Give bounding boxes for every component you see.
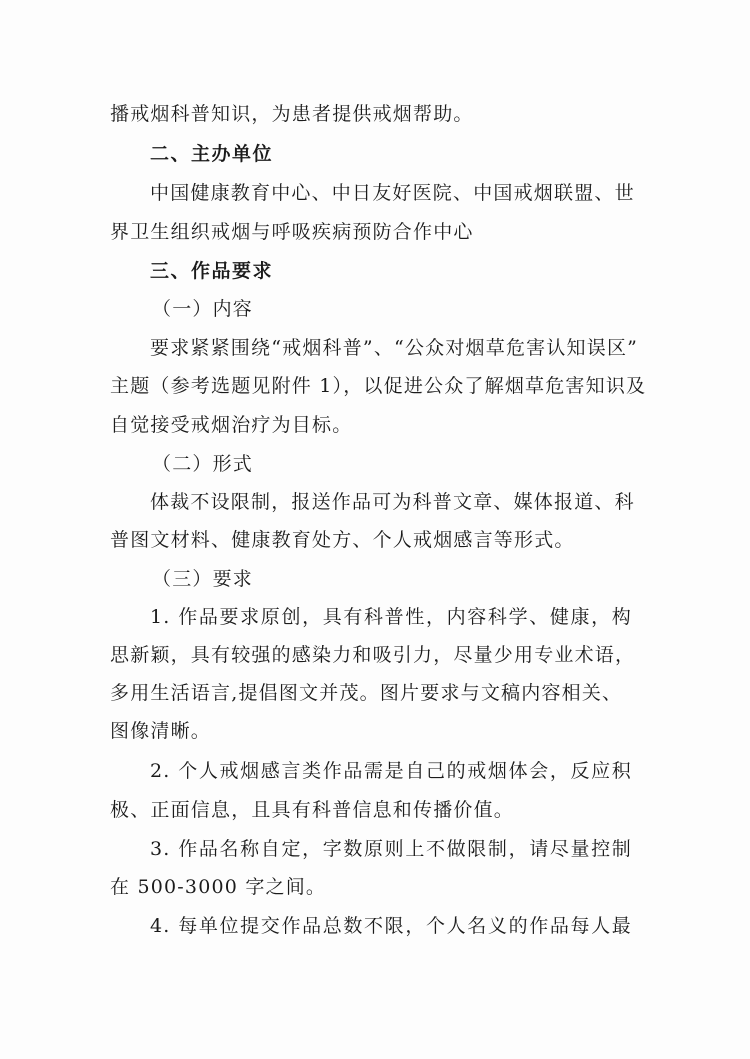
subsection-heading-content: （一）内容 [152,298,254,320]
paragraph-line: 自觉接受戒烟治疗为目标。 [110,414,353,436]
paragraph-line: 主题（参考选题见附件 1），以促进公众了解烟草危害知识及 [110,375,647,397]
list-item-line: 4. 每单位提交作品总数不限，个人名义的作品每人最 [150,915,632,937]
subsection-heading-requirements: （三）要求 [152,568,254,590]
list-item-line: 1. 作品要求原创，具有科普性，内容科学、健康，构 [150,606,632,628]
list-item-line: 思新颖，具有较强的感染力和吸引力，尽量少用专业术语， [110,644,636,666]
paragraph-line: 界卫生组织戒烟与呼吸疾病预防合作中心 [110,221,474,243]
list-item-line: 图像清晰。 [110,720,212,742]
subsection-heading-form: （二）形式 [152,453,254,475]
paragraph-line: 播戒烟科普知识，为患者提供戒烟帮助。 [110,103,474,125]
list-item-line: 极、正面信息，且具有科普信息和传播价值。 [110,799,515,821]
paragraph-line: 要求紧紧围绕“戒烟科普”、“公众对烟草危害认知误区” [150,337,639,359]
list-item-line: 2. 个人戒烟感言类作品需是自己的戒烟体会，反应积 [150,760,632,782]
section-heading-organizers: 二、主办单位 [150,143,274,165]
section-heading-requirements: 三、作品要求 [150,260,274,282]
list-item-line: 在 500-3000 字之间。 [110,876,327,898]
paragraph-line: 普图文材料、健康教育处方、个人戒烟感言等形式。 [110,529,575,551]
list-item-line: 多用生活语言,提倡图文并茂。图片要求与文稿内容相关、 [110,682,623,704]
paragraph-line: 中国健康教育中心、中日友好医院、中国戒烟联盟、世 [150,182,635,204]
paragraph-line: 体裁不设限制，报送作品可为科普文章、媒体报道、科 [150,491,635,513]
list-item-line: 3. 作品名称自定，字数原则上不做限制，请尽量控制 [150,838,632,860]
